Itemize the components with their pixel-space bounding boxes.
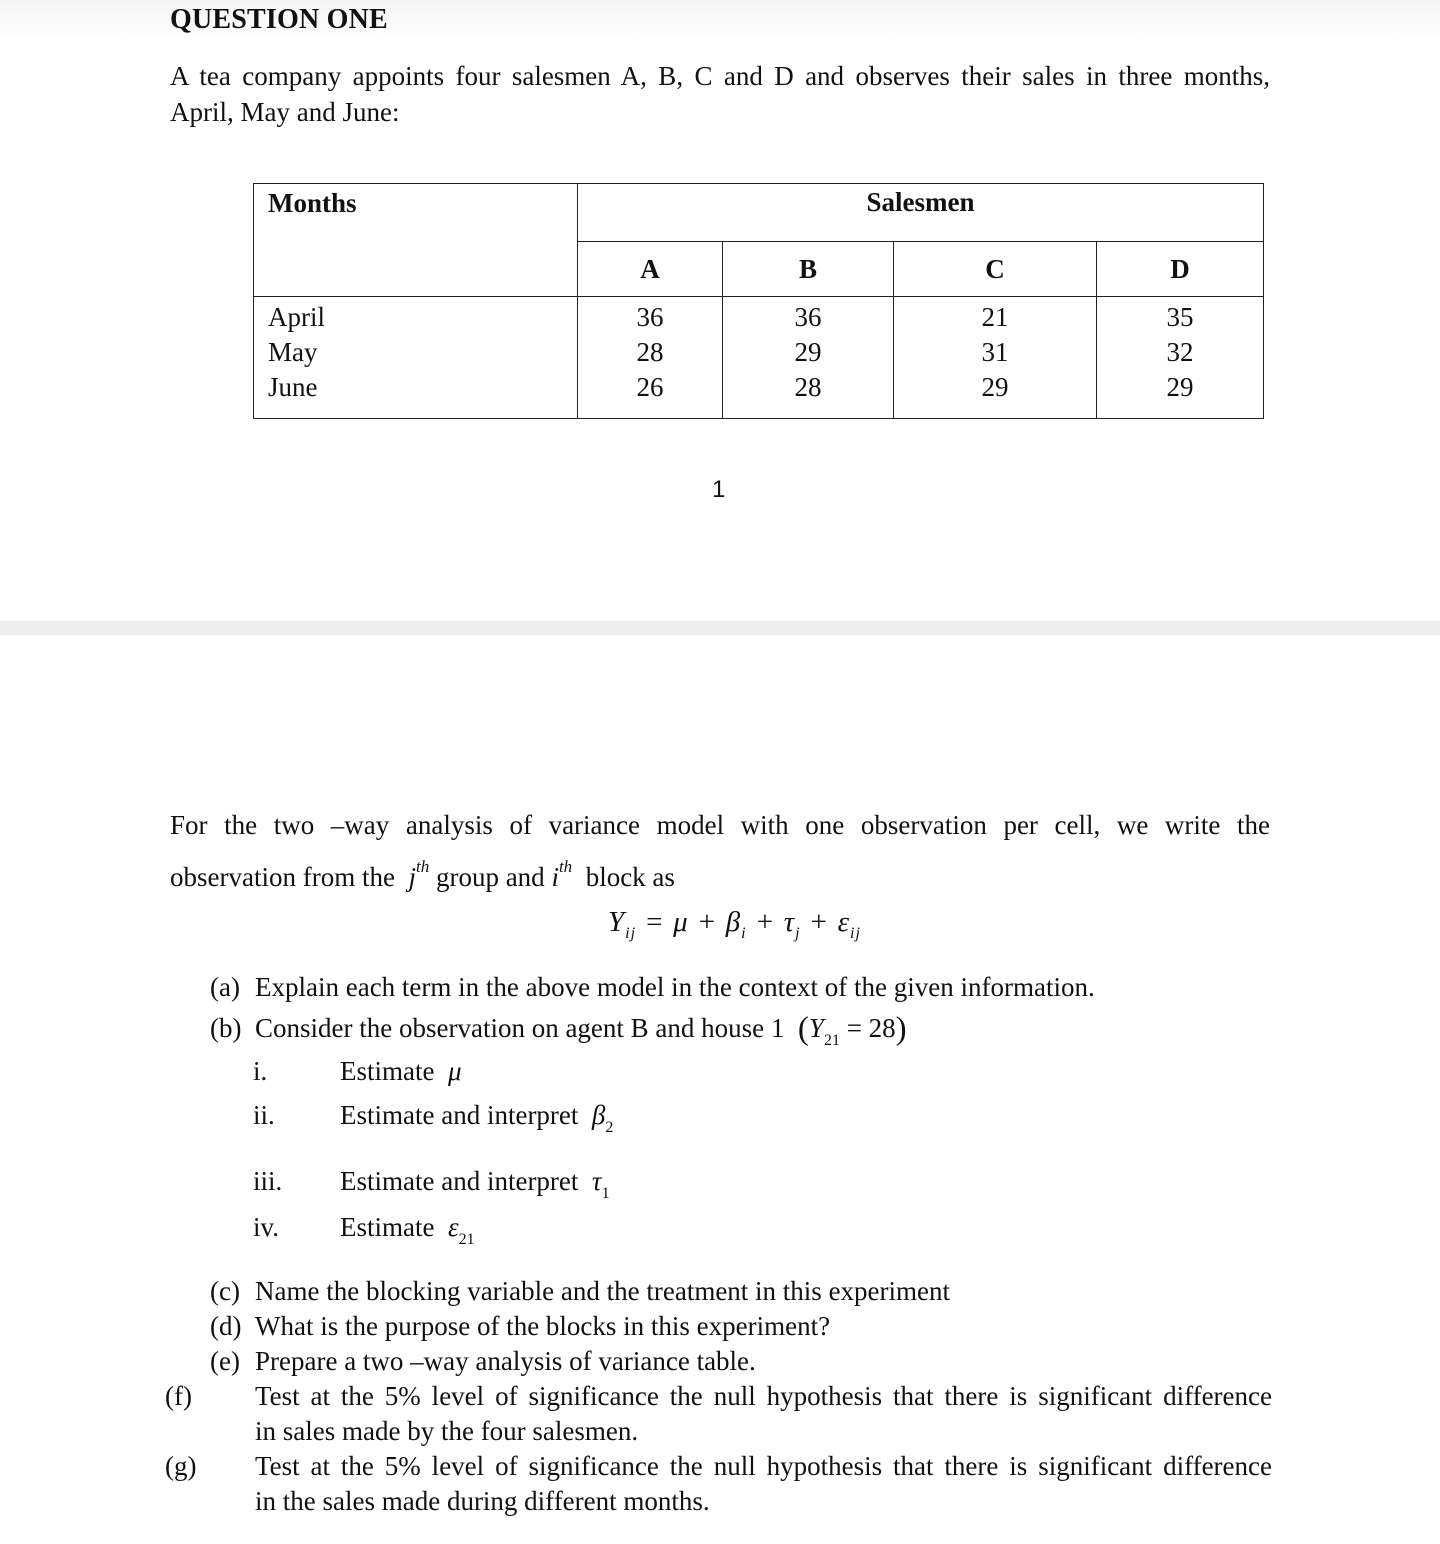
- j-superscript: th: [415, 857, 430, 876]
- sub-item-i-text: Estimate: [340, 1056, 435, 1086]
- column-header-d: D: [1097, 242, 1264, 297]
- sub-item-i-sym: [448, 1056, 462, 1086]
- part-b-eq: = 28: [839, 1013, 896, 1043]
- part-a-text: Explain each term in the above model in the context of the given information.: [255, 972, 1095, 1002]
- part-e-text: Prepare a two –way analysis of variance table.: [255, 1346, 756, 1376]
- value-d-april: 35: [1166, 302, 1194, 332]
- part-a: [210, 970, 1272, 1005]
- eq-y: Y: [608, 906, 626, 938]
- page-number: 1: [712, 476, 726, 503]
- value-b-april: 36: [794, 302, 822, 332]
- values-cell-c: [894, 297, 1097, 419]
- value-b-june: 28: [794, 372, 822, 402]
- model-text-a: observation from the: [170, 862, 395, 892]
- part-f: [165, 1379, 1272, 1449]
- page-break: [0, 621, 1440, 635]
- sub-item-ii: [253, 1100, 613, 1137]
- months-cell: [254, 297, 578, 419]
- value-c-april: 21: [981, 302, 1009, 332]
- sub-item-iv: [253, 1212, 475, 1249]
- part-g-text-2: in the sales made during different months.: [255, 1486, 710, 1516]
- eq-mu-beta: = μ + β: [644, 906, 742, 938]
- value-c-may: 31: [981, 337, 1009, 367]
- i-superscript: th: [558, 857, 573, 876]
- sub-item-iii-symbol: τ: [591, 1166, 602, 1196]
- value-a-april: 36: [636, 302, 664, 332]
- j-symbol: j: [408, 862, 416, 892]
- eq-sub-ij: ij: [625, 925, 637, 942]
- model-equation: [608, 906, 861, 943]
- part-f-text-2: in sales made by the four salesmen.: [255, 1416, 639, 1446]
- sub-item-iv-num: iv.: [253, 1212, 279, 1242]
- part-g-text-1: Test at the 5% level of significance the null hypothesis that there is significant difference: [255, 1451, 1272, 1481]
- part-e: [210, 1344, 1272, 1379]
- part-b-paren-open: (: [797, 1011, 809, 1047]
- sub-item-ii-text: Estimate and interpret: [340, 1100, 579, 1130]
- intro-line-2: April, May and June:: [170, 97, 400, 127]
- model-paragraph: [170, 804, 1270, 898]
- part-g: [165, 1449, 1272, 1519]
- sub-item-iii: [253, 1166, 610, 1203]
- part-d: [210, 1309, 1272, 1344]
- part-b: [210, 1011, 1272, 1058]
- sub-item-iv-symbol: ε: [447, 1212, 459, 1242]
- model-line-1: For the two –way analysis of variance model with one observation per cell, we write the: [170, 810, 1270, 840]
- part-d-text: What is the purpose of the blocks in this experiment?: [255, 1311, 831, 1341]
- value-c-june: 29: [981, 372, 1009, 402]
- part-e-label: (e): [210, 1346, 240, 1376]
- sub-item-ii-symbol: β: [591, 1100, 606, 1130]
- part-a-label: (a): [210, 972, 240, 1002]
- part-c-text: Name the blocking variable and the treatment in this experiment: [255, 1276, 951, 1306]
- sub-item-iii-text: Estimate and interpret: [340, 1166, 579, 1196]
- sales-table: [253, 183, 1264, 419]
- value-a-june: 26: [636, 372, 664, 402]
- part-b-label: (b): [210, 1013, 242, 1043]
- part-d-label: (d): [210, 1311, 242, 1341]
- months-header: Months: [254, 184, 578, 297]
- values-cell-d: [1097, 297, 1264, 419]
- intro-paragraph: [170, 58, 1270, 130]
- sub-item-iii-num: iii.: [253, 1166, 283, 1196]
- sub-item-ii-subscript: 2: [605, 1119, 614, 1136]
- value-d-may: 32: [1166, 337, 1194, 367]
- sub-item-i: [253, 1056, 462, 1087]
- sub-item-iv-text: Estimate: [340, 1212, 435, 1242]
- sub-item-iv-subscript: 21: [458, 1231, 475, 1248]
- sub-item-ii-sym: [591, 1100, 614, 1136]
- part-f-label: (f): [165, 1381, 192, 1411]
- month-april: April: [268, 302, 325, 332]
- part-g-line-1: [165, 1449, 1272, 1484]
- column-header-c: C: [894, 242, 1097, 297]
- eq-sub-ij-2: ij: [850, 925, 861, 942]
- sub-item-ii-num: ii.: [253, 1100, 275, 1130]
- i-symbol: i: [551, 862, 559, 892]
- part-b-y: Y: [808, 1013, 824, 1043]
- sub-item-i-symbol: μ: [447, 1056, 462, 1086]
- column-header-a: A: [578, 242, 723, 297]
- eq-sub-i: i: [741, 925, 747, 942]
- value-b-may: 29: [794, 337, 822, 367]
- month-june: June: [268, 372, 318, 402]
- eq-tau: + τ: [746, 906, 796, 938]
- model-line-2: [170, 846, 1270, 898]
- part-c-label: (c): [210, 1276, 240, 1306]
- values-cell-b: [723, 297, 894, 419]
- salesmen-header: Salesmen: [578, 184, 1264, 242]
- eq-sub-j: j: [795, 925, 801, 942]
- part-b-math: [808, 1013, 840, 1049]
- model-text-b: group and: [435, 862, 545, 892]
- sub-item-iv-sym: [447, 1212, 475, 1248]
- part-g-label: (g): [165, 1451, 197, 1481]
- part-b-paren-close: ): [895, 1011, 907, 1047]
- sub-item-iii-sym: [591, 1166, 610, 1202]
- part-c: [210, 1274, 1272, 1309]
- sub-item-i-num: i.: [253, 1056, 268, 1086]
- value-d-june: 29: [1166, 372, 1194, 402]
- part-f-text-1: Test at the 5% level of significance the null hypothesis that there is significant difference: [255, 1381, 1272, 1411]
- question-heading: QUESTION ONE: [170, 4, 388, 35]
- column-header-b: B: [723, 242, 894, 297]
- sub-item-iii-subscript: 1: [601, 1185, 610, 1202]
- part-b-text: Consider the observation on agent B and house 1: [255, 1013, 785, 1043]
- month-may: May: [268, 337, 318, 367]
- eq-epsilon: + ε: [800, 906, 851, 938]
- model-text-c: block as: [585, 862, 675, 892]
- part-b-sub: 21: [823, 1032, 840, 1049]
- value-a-may: 28: [636, 337, 664, 367]
- part-f-line-1: [165, 1379, 1272, 1414]
- intro-line-1: A tea company appoints four salesmen A, B, C and D and observes their sales in three months,: [170, 61, 1270, 91]
- values-cell-a: [578, 297, 723, 419]
